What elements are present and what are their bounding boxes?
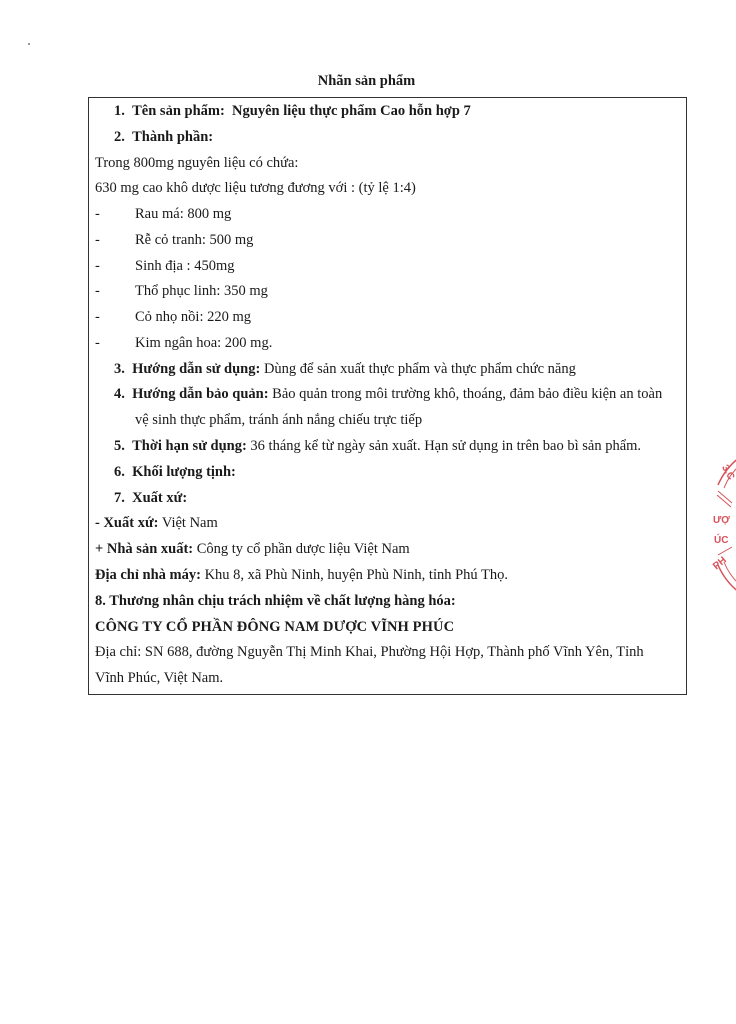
- section-1-value: Nguyên liệu thực phẩm Cao hỗn hợp 7: [232, 103, 471, 119]
- section-4-number: 4.: [114, 386, 125, 402]
- ingredient-dash: -: [95, 309, 100, 325]
- page-title: Nhãn sản phẩm: [317, 73, 416, 89]
- section-3-number: 3.: [114, 361, 125, 377]
- ingredient-dash: -: [95, 335, 100, 351]
- factory-value: Khu 8, xã Phù Ninh, huyện Phù Ninh, tỉnh Phú Thọ.: [204, 567, 509, 583]
- section-2: [114, 128, 213, 146]
- origin-value: Việt Nam: [161, 515, 218, 531]
- section-5-number: 5.: [114, 438, 125, 454]
- section-7-label: Xuất xứ:: [132, 490, 188, 506]
- section-2-number: 2.: [114, 129, 125, 145]
- manufacturer-line: [95, 540, 410, 558]
- origin-line: [95, 514, 218, 532]
- section-1: [114, 102, 471, 120]
- section-3-label: Hướng dẫn sử dụng:: [132, 361, 261, 377]
- section-5-value: 36 tháng kể từ ngày sản xuất. Hạn sử dụng in trên bao bì sản phẩm.: [250, 438, 642, 454]
- ingredient-item: Kim ngân hoa: 200 mg.: [135, 335, 273, 351]
- ingredient-item: Sinh địa : 450mg: [135, 258, 235, 274]
- company-name: CÔNG TY CỔ PHẦN ĐÔNG NAM DƯỢC VĨNH PHÚC: [95, 619, 455, 635]
- ingredient-dash: -: [95, 232, 100, 248]
- section-6-number: 6.: [114, 464, 125, 480]
- section-8-heading: 8. Thương nhân chịu trách nhiệm về chất lượng hàng hóa:: [95, 593, 456, 609]
- section-2-label: Thành phần:: [132, 129, 214, 145]
- composition-extract: 630 mg cao khô dược liệu tương đương với : (tỷ lệ 1:4): [95, 180, 416, 196]
- composition-intro: Trong 800mg nguyên liệu có chứa:: [95, 155, 299, 171]
- stamp-text-fragment: PH: [711, 554, 729, 573]
- section-6-label: Khối lượng tịnh:: [132, 464, 236, 480]
- section-1-number: 1.: [114, 103, 125, 119]
- company-address-line-2: Vĩnh Phúc, Việt Nam.: [95, 670, 224, 686]
- manufacturer-label: + Nhà sản xuất:: [95, 541, 194, 557]
- ingredient-item: Rau má: 800 mg: [135, 206, 232, 222]
- ingredient-item: Cỏ nhọ nồi: 220 mg: [135, 309, 252, 325]
- factory-label: Địa chỉ nhà máy:: [95, 567, 201, 583]
- section-5: [114, 437, 641, 455]
- section-7: [114, 489, 187, 507]
- section-4-value: Bảo quản trong môi trường khô, thoáng, đảm bảo điều kiện an toàn: [272, 386, 663, 402]
- scan-speck: [28, 43, 30, 45]
- origin-label: - Xuất xứ:: [95, 515, 159, 531]
- ingredient-item: Thổ phục linh: 350 mg: [135, 283, 268, 299]
- section-4: [114, 385, 662, 403]
- stamp-text-fragment: 3.C: [719, 463, 736, 482]
- section-4-label: Hướng dẫn bảo quản:: [132, 386, 269, 402]
- ingredient-item: Rễ cỏ tranh: 500 mg: [135, 232, 254, 248]
- ingredient-dash: -: [95, 258, 100, 274]
- company-stamp: [700, 455, 736, 595]
- factory-line: [95, 566, 508, 584]
- section-7-number: 7.: [114, 490, 125, 506]
- stamp-text-fragment: ƯỢ: [713, 515, 730, 526]
- section-1-label: Tên sản phẩm:: [132, 103, 225, 119]
- ingredient-dash: -: [95, 206, 100, 222]
- section-6: [114, 463, 236, 481]
- section-3: [114, 360, 576, 378]
- manufacturer-value: Công ty cổ phần dược liệu Việt Nam: [196, 541, 410, 557]
- stamp-text-fragment: ÚC: [714, 535, 729, 546]
- section-5-label: Thời hạn sử dụng:: [132, 438, 247, 454]
- section-4-continuation: vệ sinh thực phẩm, tránh ánh nắng chiếu trực tiếp: [135, 412, 423, 428]
- ingredient-dash: -: [95, 283, 100, 299]
- section-3-value: Dùng để sản xuất thực phẩm và thực phẩm chức năng: [263, 361, 576, 377]
- company-address-line-1: Địa chỉ: SN 688, đường Nguyễn Thị Minh Khai, Phường Hội Hợp, Thành phố Vĩnh Yên, Tỉnh: [95, 644, 644, 660]
